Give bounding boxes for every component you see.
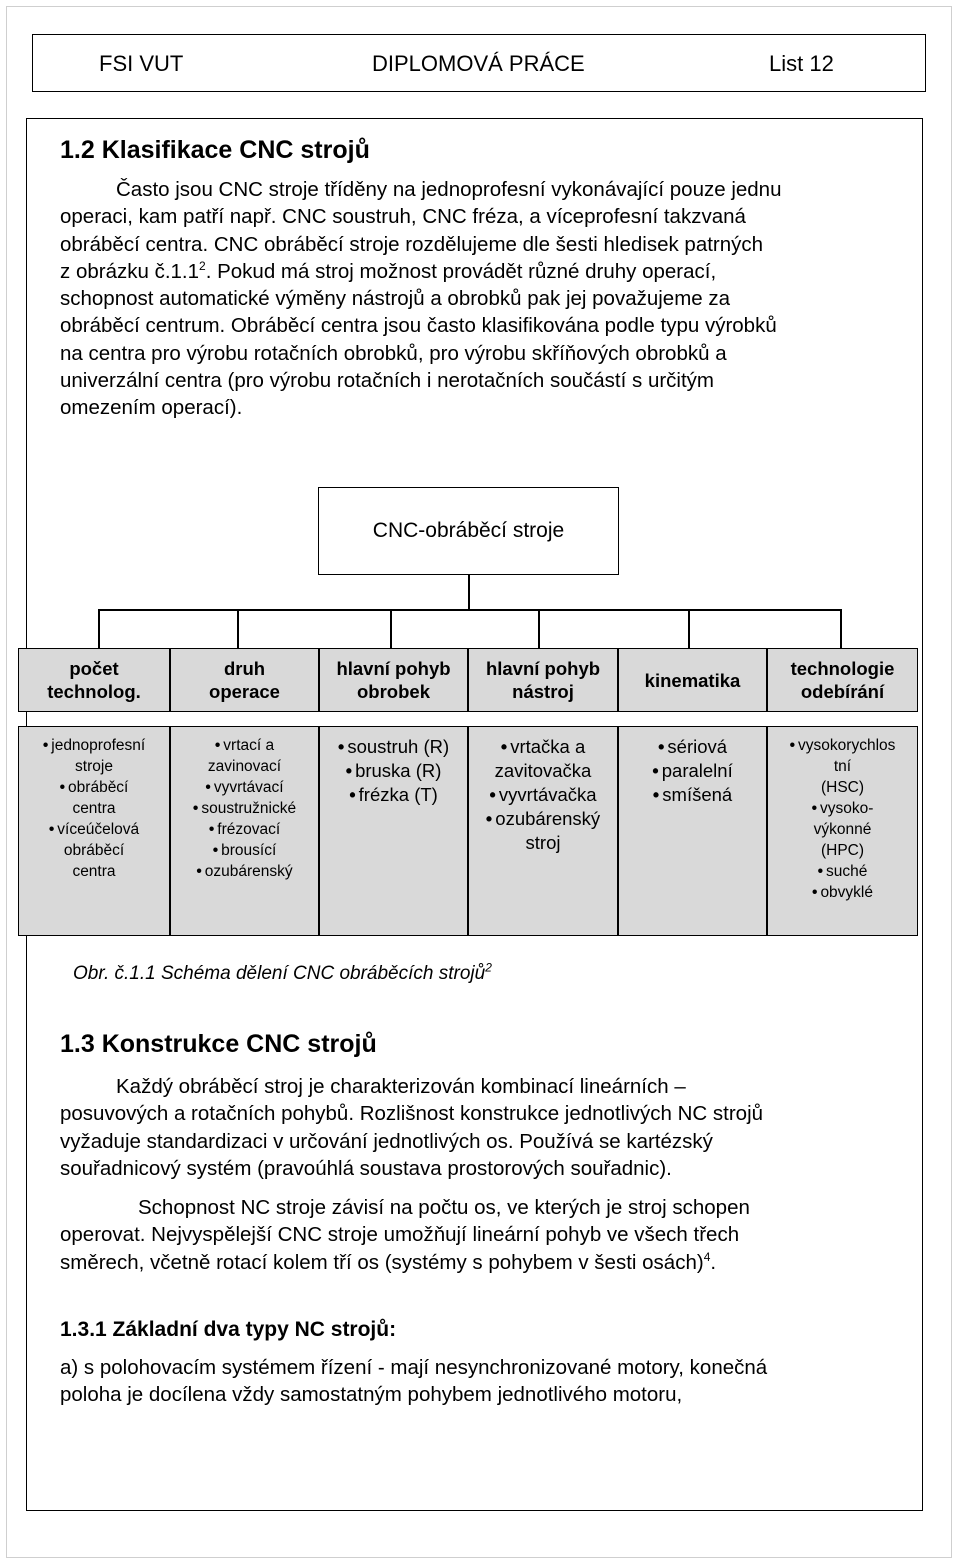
paragraph-line: poloha je docílena vždy samostatným pohybem jednotlivého motoru, — [60, 1383, 683, 1407]
bullet-icon: • — [652, 760, 659, 781]
bullet-icon: • — [205, 779, 211, 796]
category-box-kinematika — [618, 648, 767, 712]
paragraph-line: Často jsou CNC stroje tříděny na jednoprofesní vykonávající pouze jednu — [116, 178, 782, 201]
category-label: hlavní pohyb obrobek — [336, 658, 451, 702]
list-item-text: brousící — [221, 842, 277, 859]
bullet-icon: • — [212, 842, 219, 859]
list-item-text: vrtací a zavinovací — [207, 737, 282, 775]
bullet-icon: • — [817, 863, 824, 880]
list-item — [193, 798, 296, 819]
connector-branch — [98, 609, 100, 649]
category-box-hlavni-pohyb-obrobek — [319, 648, 468, 712]
bullet-icon: • — [192, 800, 199, 817]
bullet-icon: • — [652, 784, 660, 805]
list-item — [486, 807, 600, 855]
section-1-3-1-title: 1.3.1 Základní dva typy NC strojů: — [60, 1318, 397, 1341]
bullet-icon: • — [208, 821, 215, 838]
citation-sup: 4 — [703, 1249, 711, 1264]
connector-branch — [538, 609, 540, 649]
category-box-hlavni-pohyb-nastroj — [468, 648, 618, 712]
list-item — [338, 735, 449, 759]
header-page-number: List 12 — [769, 51, 834, 76]
category-box-druh-operace — [170, 648, 319, 712]
list-item — [208, 735, 281, 777]
bullet-icon: • — [489, 784, 496, 805]
paragraph-line: Schopnost NC stroje závisí na počtu os, ve kterých je stroj schopen — [138, 1196, 750, 1219]
citation-sup: 2 — [199, 259, 206, 274]
item-list-hlavni-pohyb-nastroj — [468, 726, 618, 936]
list-item — [812, 798, 874, 861]
list-item — [209, 819, 280, 840]
list-item — [652, 759, 732, 783]
list-item — [49, 819, 139, 882]
list-item-text: ozubárenský — [204, 863, 293, 880]
paragraph-line: obráběcí centra. CNC obráběcí stroje rozdělujeme dle šesti hledisek patrných — [60, 232, 764, 256]
section-1-3-title: 1.3 Konstrukce CNC strojů — [60, 1030, 377, 1058]
paragraph-line — [60, 258, 900, 285]
list-item-text: soustruh (R) — [347, 736, 450, 757]
section-1-2-paragraph — [60, 176, 900, 422]
bullet-icon: • — [349, 784, 356, 805]
paragraph-text: . Pokud má stroj možnost provádět různé druhy operací, — [205, 259, 717, 283]
connector-branch — [390, 609, 392, 649]
item-list-pocet-technolog — [18, 726, 170, 936]
paragraph-line: omezením operací). — [60, 396, 243, 420]
section-1-3-1-paragraph — [60, 1354, 900, 1409]
bullet-icon: • — [196, 863, 202, 880]
list-item — [812, 882, 873, 903]
bullet-icon: • — [214, 737, 221, 754]
caption-sup: 2 — [485, 960, 492, 975]
connector-branch — [688, 609, 690, 649]
list-item-text: soustružnické — [201, 800, 297, 817]
list-item — [489, 783, 596, 807]
paragraph-line: a) s polohovacím systémem řízení - mají nesynchronizované motory, konečná — [60, 1356, 768, 1379]
list-item — [346, 759, 442, 783]
item-list-hlavni-pohyb-obrobek — [319, 726, 468, 936]
paragraph-text: směrech, včetně rotací kolem tří os (systémy s pohybem v šesti osách) — [60, 1250, 704, 1274]
bullet-icon: • — [812, 884, 818, 901]
bullet-icon: • — [42, 737, 49, 754]
section-1-2-title: 1.2 Klasifikace CNC strojů — [60, 136, 370, 164]
bullet-icon: • — [485, 808, 493, 829]
section-1-3-paragraph-2 — [60, 1194, 900, 1276]
category-box-pocet-technolog — [18, 648, 170, 712]
item-list-technologie-odebirani — [767, 726, 918, 936]
list-item — [349, 783, 438, 807]
diagram-root-label: CNC-obráběcí stroje — [372, 519, 565, 542]
bullet-icon: • — [337, 736, 345, 757]
list-item-text: vysoko- výkonné (HPC) — [813, 800, 874, 859]
bullet-icon: • — [48, 821, 55, 838]
bullet-icon: • — [345, 760, 353, 781]
paragraph-line: operovat. Nejvyspělejší CNC stroje umožňují lineární pohyb ve všech třech — [60, 1223, 740, 1247]
section-1-3-paragraph-1 — [60, 1073, 900, 1182]
category-label: počet technolog. — [47, 658, 141, 702]
paragraph-line: operaci, kam patří např. CNC soustruh, CNC fréza, a víceprofesní takzvaná — [60, 205, 746, 229]
list-item-text: frézovací — [217, 821, 281, 838]
paragraph-text: . — [710, 1250, 717, 1274]
paragraph-line: obráběcí centrum. Obráběcí centra jsou často klasifikována podle typu výrobků — [60, 314, 777, 338]
paragraph-line: univerzální centra (pro výrobu rotačních i nerotačních součástí s určitým — [60, 369, 715, 393]
list-item — [818, 861, 868, 882]
paragraph-line: vyžaduje standardizaci v určování jednotlivých os. Používá se kartézský — [60, 1129, 713, 1153]
list-item-text: obráběcí centra — [68, 779, 129, 817]
category-label: kinematika — [644, 669, 741, 691]
list-item-text: ozubárenský stroj — [495, 808, 601, 853]
header-institution: FSI VUT — [99, 51, 184, 76]
category-box-technologie-odebirani — [767, 648, 918, 712]
paragraph-line: schopnost automatické výměny nástrojů a obrobků pak jej považujeme za — [60, 287, 731, 311]
paragraph-line: posuvových a rotačních pohybů. Rozlišnost konstrukce jednotlivých NC strojů — [60, 1102, 764, 1126]
list-item-text: paralelní — [661, 760, 733, 781]
category-label: druh operace — [209, 658, 280, 702]
list-item-text: vrtačka a zavitovačka — [494, 736, 592, 781]
list-item — [205, 777, 283, 798]
list-item — [495, 735, 592, 783]
header-document-type: DIPLOMOVÁ PRÁCE — [372, 51, 585, 76]
figure-caption — [73, 960, 492, 985]
paragraph-line: souřadnicový systém (pravoúhlá soustava prostorových souřadnic). — [60, 1156, 672, 1180]
connector-branch — [237, 609, 239, 649]
list-item-text: suché — [826, 863, 868, 880]
list-item — [790, 735, 896, 798]
bullet-icon: • — [657, 736, 665, 757]
connector-bus — [98, 609, 841, 611]
list-item-text: smíšená — [662, 784, 733, 805]
bullet-icon: • — [789, 737, 796, 754]
list-item — [43, 735, 145, 777]
list-item-text: vyvrtávačka — [498, 784, 597, 805]
list-item — [60, 777, 129, 819]
category-label: hlavní pohyb nástroj — [485, 658, 601, 702]
list-item-text: vyvrtávací — [213, 779, 284, 796]
list-item — [213, 840, 277, 861]
bullet-icon: • — [59, 779, 66, 796]
list-item-text: sériová — [667, 736, 728, 757]
bullet-icon: • — [811, 800, 818, 817]
page-header — [32, 34, 926, 92]
list-item-text: bruska (R) — [355, 760, 442, 781]
paragraph-line: na centra pro výrobu rotačních obrobků, pro výrobu skříňových obrobků a — [60, 341, 727, 365]
item-list-druh-operace — [170, 726, 319, 936]
list-item-text: víceúčelová obráběcí centra — [57, 821, 140, 880]
item-list-kinematika — [618, 726, 767, 936]
list-item — [653, 783, 732, 807]
list-item-text: obvyklé — [820, 884, 873, 901]
paragraph-line — [60, 1249, 900, 1276]
figure-reference: z obrázku č.1.1 — [60, 259, 200, 283]
list-item — [658, 735, 727, 759]
caption-text: Obr. č.1.1 Schéma dělení CNC obráběcích strojů — [73, 963, 486, 984]
bullet-icon: • — [500, 736, 508, 757]
category-label: technologie odebírání — [790, 658, 895, 702]
connector-trunk — [468, 575, 470, 610]
list-item-text: jednoprofesní stroje — [51, 737, 146, 775]
list-item-text: frézka (T) — [358, 784, 438, 805]
list-item — [196, 861, 292, 882]
paragraph-line: Každý obráběcí stroj je charakterizován kombinací lineárních – — [116, 1075, 686, 1098]
list-item-text: vysokorychlos tní (HSC) — [798, 737, 896, 796]
diagram-root-box — [318, 487, 619, 575]
connector-branch — [840, 609, 842, 649]
